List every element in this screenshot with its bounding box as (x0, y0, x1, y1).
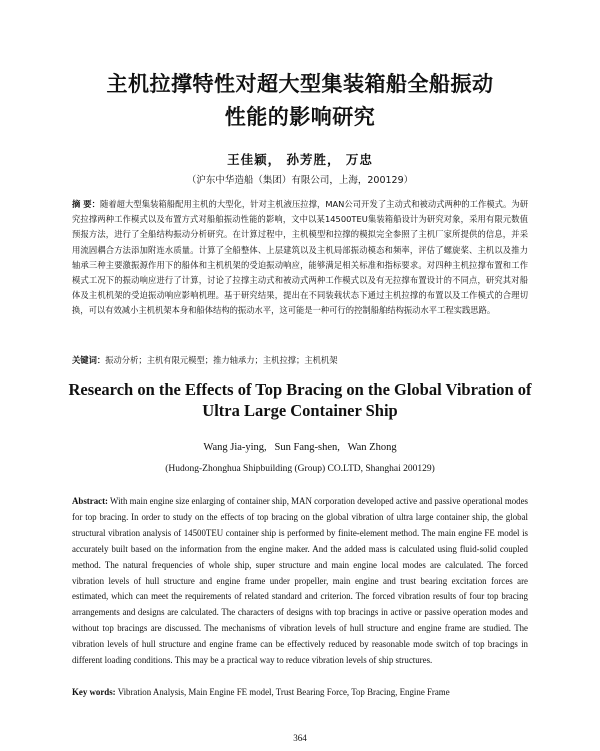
chinese-affiliation: （沪东中华造船（集团）有限公司，上海，200129） (186, 175, 414, 186)
chinese-title-line-1: 主机拉撑特性对超大型集装箱船全船振动 (106, 72, 494, 96)
english-keywords (72, 686, 542, 698)
english-keywords-text: Vibration Analysis, Main Engine FE model, Trust Bearing Force, Top Bracing, Engine Frame (115, 687, 450, 697)
english-authors: Wang Jia-ying, Sun Fang-shen, Wan Zhong (203, 442, 397, 453)
chinese-abstract-label: 摘 要： (72, 199, 100, 209)
chinese-title-line-2: 性能的影响研究 (224, 105, 376, 129)
english-abstract-text: With main engine size enlarging of container ship, MAN corporation developed active and passive operational modes for top bracing. In order to study on the effects of top bracing on the global vibration of ultra large container ship, the global structural vibration analysis of 14500TEU container ship is performed by finite-element method. The main engine FE model is accurately built based on the information from the engine maker. And the added mass is calculated using fluid-solid coupled method. The natural frequencies of whole ship, super structure and main engine local modes are calculated. The forced vibration levels of hull structure and engine frame under propeller, main engine and trust bearing excitation forces are estimated, which can meet the requirements of related standard and criterion. The forced vibration results of four top bracing arrangements and designs are calculated. The characters of designs with top bracings in active or passive operation modes and without top bracings are discussed. The mechanisms of vibration levels of hull structure and engine frame are studied. The vibration levels of hull structure and engine frame can be effectively reduced by reasonable mode switch of top bracings in different loading conditions. This may be a practical way to reduce vibration levels of ship structures. (72, 496, 528, 666)
chinese-keywords-text: 振动分析；主机有限元模型；推力轴承力；主机拉撑；主机机架 (105, 355, 338, 365)
chinese-keywords-label: 关键词： (72, 355, 106, 365)
english-title-line-1: Research on the Effects of Top Bracing on the Global Vibration of (68, 380, 532, 399)
chinese-authors: 王佳颖， 孙芳胜， 万忠 (227, 152, 373, 167)
english-abstract (72, 494, 528, 669)
english-abstract-label: Abstract: (72, 496, 108, 506)
english-keywords-label: Key words: (72, 687, 116, 697)
chinese-abstract (72, 197, 528, 319)
page-number: 364 (293, 733, 307, 743)
chinese-keywords (72, 354, 528, 367)
english-affiliation: (Hudong-Zhonghua Shipbuilding (Group) CO.LTD, Shanghai 200129) (165, 464, 435, 474)
english-title-line-2: Ultra Large Container Ship (202, 401, 398, 420)
chinese-abstract-text: 随着超大型集装箱船配用主机的大型化，针对主机液压拉撑，MAN公司开发了主动式和被动式两种的工作模式。为研究拉撑两种工作模式以及布置方式对船舶振动性能的影响，文中以某14500TEU集装箱船设计为研究对象，采用有限元数值预报方法，进行了全船结构振动分析研究。在计算过程中，主机模型和拉撑的模拟完全参照了主机厂家所提供的信息，并采用流固耦合方法添加附连水质量。计算了全船整体、上层建筑以及主机局部振动模态和频率，评估了螺旋桨、主机以及推力轴承三种主要激振源作用下的船体和主机机架的受迫振动响应，能够满足相关标准和指标要求。对四种主机拉撑布置和工作模式工况下的振动响应进行了计算，讨论了拉撑主动式和被动式两种工作模式以及有无拉撑布置设计的不同点，研究其对船体及主机机架的受迫振动响应影响机理。基于研究结果，提出在不同装载状态下通过主机拉撑的布置以及工作模式的合理切换，可以有效减小主机机架本身和船体结构的振动水平，这可能是一种可行的控制船舶结构振动水平工程实践思路。 (72, 199, 529, 316)
